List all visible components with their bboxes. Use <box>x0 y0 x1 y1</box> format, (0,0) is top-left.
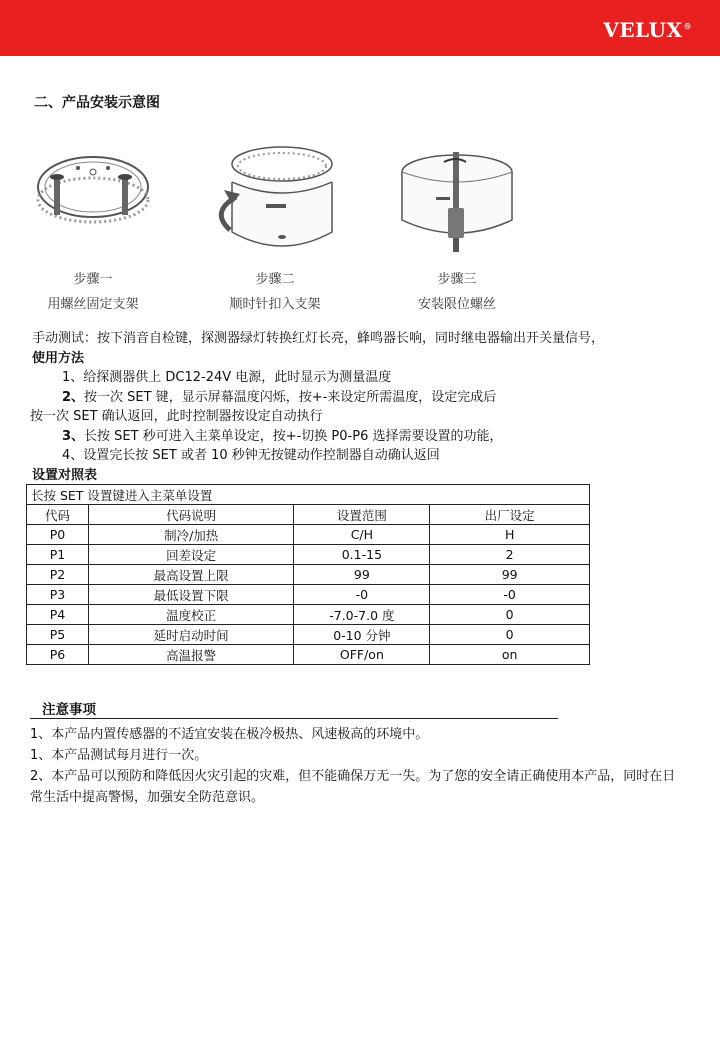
brand-name: VELUX <box>603 18 683 42</box>
step-2 <box>190 142 360 312</box>
table-cell: 0 <box>430 625 590 645</box>
table-cell: 99 <box>294 565 430 585</box>
instructions <box>32 329 604 485</box>
usage-item-2-cont: 按一次 SET 确认返回，此时控制器按设定自动执行 <box>30 409 323 424</box>
table-cell: 0 <box>430 605 590 625</box>
table-cell: 延时启动时间 <box>88 625 294 645</box>
note-item: 2、本产品可以预防和降低因火灾引起的灾难，但不能确保万无一失。为了您的安全请正确使用本产品，同时在日常生活中提高警惕，加强安全防范意识。 <box>30 769 676 805</box>
table-cell: 99 <box>430 565 590 585</box>
table-caption: 长按 SET 设置键进入主菜单设置 <box>27 485 590 505</box>
table-row <box>27 645 590 665</box>
table-cell: 最低设置下限 <box>88 585 294 605</box>
table-title: 设置对照表 <box>32 467 98 483</box>
table-header: 代码说明 <box>88 505 294 525</box>
table-row <box>27 605 590 625</box>
step-3-name: 步骤三 <box>437 272 477 287</box>
table-cell: P0 <box>27 525 89 545</box>
step-1 <box>8 142 178 312</box>
usage-item-4: 4、设置完长按 SET 或者 10 秒钟无按键动作控制器自动确认返回 <box>62 448 440 463</box>
table-cell: OFF/on <box>294 645 430 665</box>
header-bar <box>0 0 720 56</box>
table-row <box>27 525 590 545</box>
step-2-name: 步骤二 <box>255 272 295 287</box>
table-cell: H <box>430 525 590 545</box>
table-row <box>27 625 590 645</box>
table-header: 设置范围 <box>294 505 430 525</box>
step-3-desc: 安装限位螺丝 <box>417 297 496 312</box>
table-cell: C/H <box>294 525 430 545</box>
detector-screw-icon <box>392 142 522 260</box>
velux-logo <box>603 18 692 42</box>
table-cell: -7.0-7.0 度 <box>294 605 430 625</box>
table-cell: 最高设置上限 <box>88 565 294 585</box>
table-cell: 0.1-15 <box>294 545 430 565</box>
manual-test-text: 手动测试：按下消音自检键，探测器绿灯转换红灯长亮，蜂鸣器长响，同时继电器输出开关量信号， <box>32 331 605 346</box>
registered-mark: ® <box>683 21 692 32</box>
table-cell: 2 <box>430 545 590 565</box>
table-cell: P6 <box>27 645 89 665</box>
usage-item-3: 3、长按 SET 秒可进入主菜单设定，按+-切换 P0-P6 选择需要设置的功能， <box>62 428 503 444</box>
notes-title: 注意事项 <box>42 702 96 718</box>
step-1-desc: 用螺丝固定支架 <box>47 297 139 312</box>
table-cell: -0 <box>294 585 430 605</box>
note-item: 1、本产品测试每月进行一次。 <box>30 748 208 763</box>
table-header: 出厂设定 <box>430 505 590 525</box>
bracket-screws-icon <box>28 142 158 260</box>
step-1-name: 步骤一 <box>73 272 113 287</box>
detector-rotate-icon <box>210 142 340 260</box>
table-cell: P1 <box>27 545 89 565</box>
table-row <box>27 545 590 565</box>
table-row <box>27 565 590 585</box>
table-cell: 0-10 分钟 <box>294 625 430 645</box>
table-cell: 高温报警 <box>88 645 294 665</box>
step-2-desc: 顺时针扣入支架 <box>229 297 321 312</box>
settings-table <box>26 484 590 665</box>
table-cell: P3 <box>27 585 89 605</box>
table-cell: on <box>430 645 590 665</box>
note-item: 1、本产品内置传感器的不适宜安装在极冷极热、风速极高的环境中。 <box>30 727 429 742</box>
table-header: 代码 <box>27 505 89 525</box>
table-caption-row <box>27 485 590 505</box>
notes-list <box>30 724 680 808</box>
table-cell: 制冷/加热 <box>88 525 294 545</box>
table-cell: 回差设定 <box>88 545 294 565</box>
table-header-row <box>27 505 590 525</box>
table-cell: P5 <box>27 625 89 645</box>
usage-item-2: 2、按一次 SET 键，显示屏幕温度闪烁，按+-来设定所需温度，设定完成后 <box>62 389 497 405</box>
usage-title: 使用方法 <box>32 350 85 366</box>
table-cell: 温度校正 <box>88 605 294 625</box>
usage-item-1: 1、给探测器供上 DC12-24V 电源，此时显示为测量温度 <box>62 370 392 385</box>
table-cell: -0 <box>430 585 590 605</box>
table-cell: P4 <box>27 605 89 625</box>
table-row <box>27 585 590 605</box>
step-3 <box>372 142 542 312</box>
notes-divider <box>30 718 558 719</box>
table-cell: P2 <box>27 565 89 585</box>
section-title: 二、产品安装示意图 <box>34 95 160 111</box>
